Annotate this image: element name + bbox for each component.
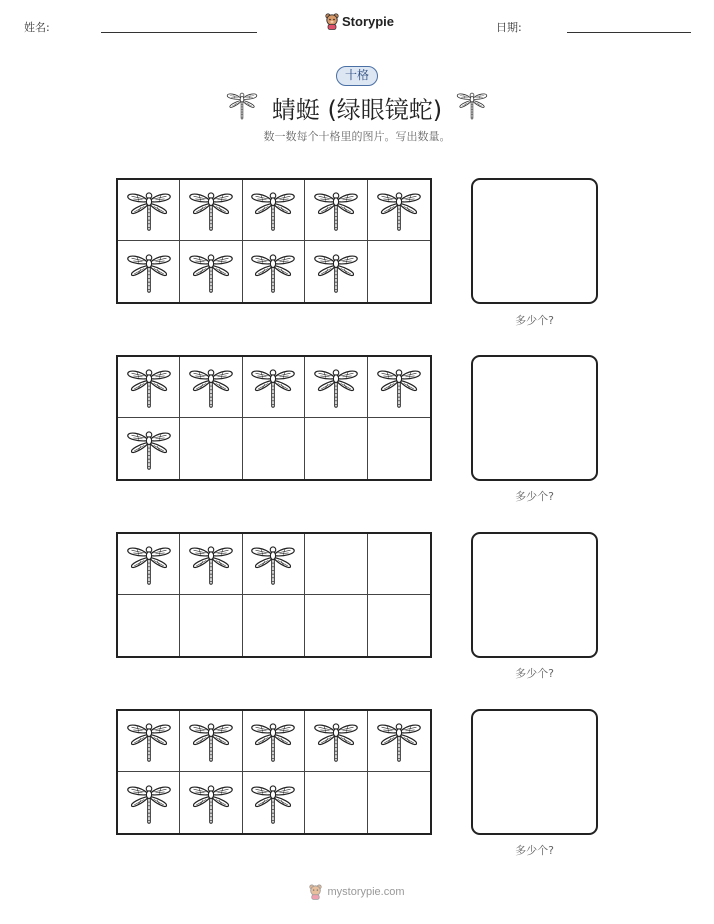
frame-cell	[180, 711, 242, 772]
answer-box-3[interactable]	[471, 532, 598, 658]
frame-cell	[368, 418, 430, 479]
frame-cell	[243, 772, 305, 833]
ten-frame-3	[116, 532, 432, 658]
frame-cell	[243, 418, 305, 479]
frame-cell	[368, 357, 430, 418]
dragonfly-icon	[188, 249, 234, 295]
frame-cell	[118, 180, 180, 241]
ten-frame-2	[116, 355, 432, 481]
frame-cell	[368, 180, 430, 241]
frame-cell	[118, 772, 180, 833]
dragonfly-icon	[376, 718, 422, 764]
bear-mascot-icon	[309, 884, 322, 900]
date-label: 日期:	[496, 21, 522, 34]
dragonfly-icon	[313, 249, 359, 295]
dragonfly-icon	[250, 364, 296, 410]
frame-cell	[305, 357, 367, 418]
frame-cell	[305, 180, 367, 241]
frame-cell	[118, 357, 180, 418]
frame-cell	[118, 595, 180, 656]
ten-frame-tag: 十格	[336, 66, 378, 86]
frame-cell	[243, 595, 305, 656]
dragonfly-icon	[313, 364, 359, 410]
answer-box-4[interactable]	[471, 709, 598, 835]
name-label: 姓名:	[24, 21, 50, 34]
dragonfly-icon	[188, 780, 234, 826]
frame-cell	[243, 180, 305, 241]
frame-cell	[180, 418, 242, 479]
frame-cell	[368, 595, 430, 656]
frame-cell	[305, 418, 367, 479]
dragonfly-icon	[126, 426, 172, 472]
frame-cell	[180, 772, 242, 833]
answer-box-1[interactable]	[471, 178, 598, 304]
frame-cell	[243, 711, 305, 772]
dragonfly-icon	[126, 249, 172, 295]
frame-cell	[305, 711, 367, 772]
dragonfly-icon	[250, 780, 296, 826]
name-field[interactable]	[101, 32, 257, 33]
footer-url: mystorypie.com	[327, 886, 405, 898]
dragonfly-icon	[250, 718, 296, 764]
frame-cell	[243, 534, 305, 595]
dragonfly-icon	[126, 541, 172, 587]
frame-cell	[180, 180, 242, 241]
frame-cell	[305, 772, 367, 833]
dragonfly-icon	[250, 249, 296, 295]
how-many-label-2: 多少个?	[515, 490, 554, 503]
instruction-text: 数一数每个十格里的图片。写出数量。	[263, 130, 451, 143]
frame-cell	[368, 711, 430, 772]
frame-cell	[180, 534, 242, 595]
frame-cell	[243, 357, 305, 418]
frame-cell	[118, 241, 180, 302]
dragonfly-icon	[126, 364, 172, 410]
ten-frame-4	[116, 709, 432, 835]
dragonfly-icon	[376, 364, 422, 410]
frame-cell	[368, 241, 430, 302]
dragonfly-icon	[126, 780, 172, 826]
frame-cell	[180, 595, 242, 656]
ten-frame-1	[116, 178, 432, 304]
frame-cell	[118, 711, 180, 772]
how-many-label-4: 多少个?	[515, 844, 554, 857]
dragonfly-icon	[126, 187, 172, 233]
frame-cell	[305, 241, 367, 302]
dragonfly-icon	[456, 89, 488, 125]
bear-mascot-icon	[325, 13, 339, 30]
answer-box-2[interactable]	[471, 355, 598, 481]
dragonfly-icon	[226, 89, 258, 125]
brand-name: Storypie	[342, 14, 395, 29]
dragonfly-icon	[188, 718, 234, 764]
frame-cell	[305, 595, 367, 656]
dragonfly-icon	[313, 187, 359, 233]
how-many-label-1: 多少个?	[515, 314, 554, 327]
dragonfly-icon	[250, 187, 296, 233]
frame-cell	[180, 357, 242, 418]
dragonfly-icon	[313, 718, 359, 764]
footer	[0, 884, 714, 900]
dragonfly-icon	[188, 187, 234, 233]
frame-cell	[305, 534, 367, 595]
dragonfly-icon	[126, 718, 172, 764]
brand-logo	[325, 13, 394, 30]
frame-cell	[118, 534, 180, 595]
frame-cell	[118, 418, 180, 479]
frame-cell	[180, 241, 242, 302]
frame-cell	[368, 772, 430, 833]
frame-cell	[243, 241, 305, 302]
frame-cell	[368, 534, 430, 595]
date-field[interactable]	[567, 32, 691, 33]
how-many-label-3: 多少个?	[515, 667, 554, 680]
dragonfly-icon	[376, 187, 422, 233]
dragonfly-icon	[250, 541, 296, 587]
dragonfly-icon	[188, 364, 234, 410]
dragonfly-icon	[188, 541, 234, 587]
page-title: 蜻蜓 (绿眼镜蛇)	[271, 95, 443, 124]
